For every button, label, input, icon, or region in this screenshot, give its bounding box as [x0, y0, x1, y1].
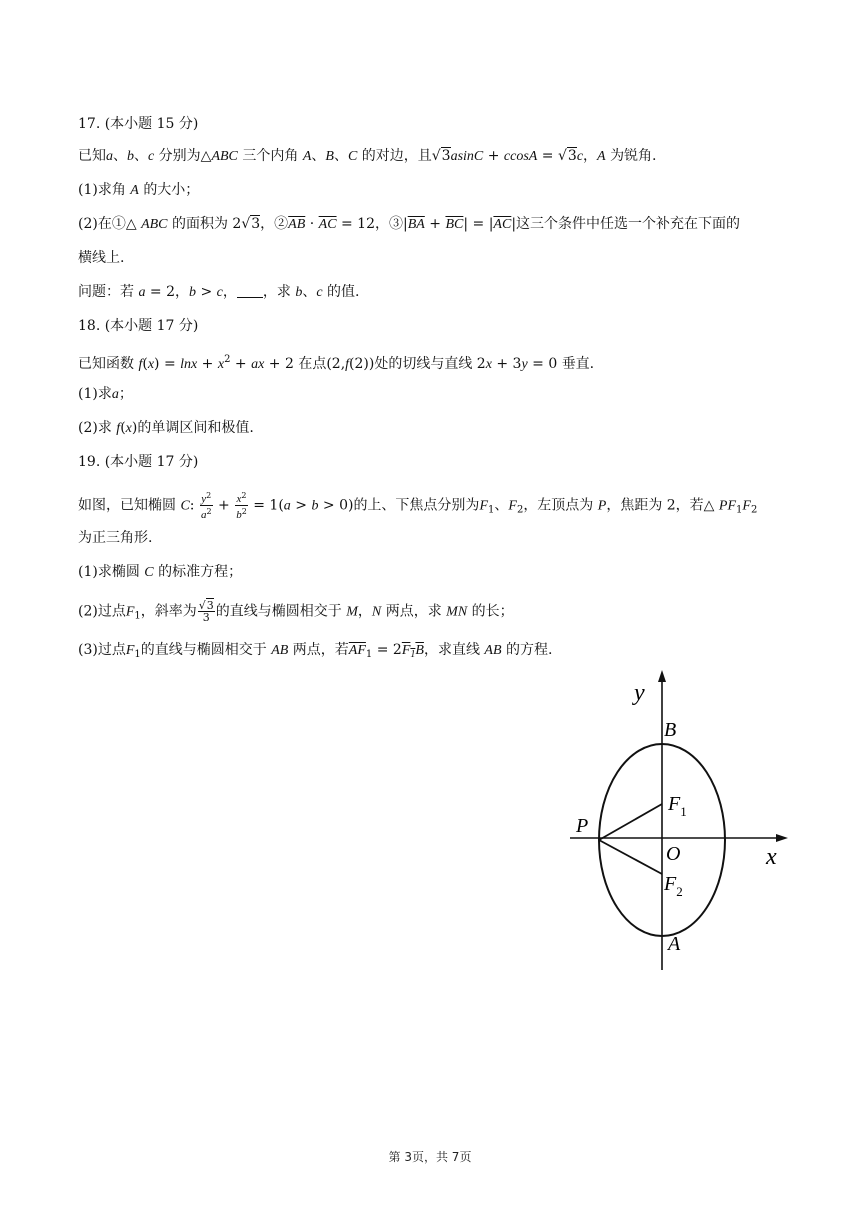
problem-19-part-3: (3)过点$F_1$的直线与椭圆相交于 AB 两点，若$\overline{AF}_1 = 2F_1B$，求直线 AB 的方程.: [78, 642, 553, 660]
answer-blank: [237, 285, 263, 298]
ellipse-figure: [560, 670, 800, 980]
label-o: O: [666, 843, 681, 865]
problem-17-part-2: (2)在①△ ABC 的面积为 2√3，$②\overline{AB} \cdot \overline{AC} = 12$，$③|\overline{BA} + \overline{BC}| = |\overline{AC}|$这三个条件中任选一个补充在下面的: [78, 216, 741, 232]
segment-pf2: [599, 840, 662, 874]
label-y: y: [634, 680, 645, 706]
problem-18-part-1: (1)求a；: [78, 386, 133, 402]
label-f2: $F_2$: [664, 873, 683, 899]
segment-pf1: [599, 804, 662, 840]
problem-18-part-2: (2)求 f(x)的单调区间和极值.: [78, 420, 254, 436]
x-axis-arrow: [776, 834, 788, 842]
label-x: x: [766, 844, 777, 870]
label-f1: $F_1$: [668, 793, 687, 819]
problem-18-statement: 已知函数 $f(x) = \ln x + x^2$ + ax + 2 在点(2,f(2))处的切线与直线 2x + 3y = 0 垂直.: [78, 354, 595, 372]
label-p: P: [576, 815, 589, 837]
page-footer: 第 3页，共 7页: [388, 1150, 472, 1164]
problem-19-statement-cont: 为正三角形.: [78, 530, 153, 546]
problem-19-part-2: (2)过点$F_1$，斜率为 $\frac{√3}{3}$ 的直线与椭圆相交于 M，N 两点，求 MN 的长；: [78, 599, 514, 624]
problem-17-part-1: (1)求角 A 的大小；: [78, 182, 200, 198]
y-axis-arrow: [658, 670, 666, 682]
problem-18-header: 18. (本小题 17 分): [78, 318, 199, 334]
problem-19-statement: 如图，已知椭圆 C: $\frac{y^2}{a^2}$ + $\frac{x^2}{b^2}$ = 1(a > b > 0)的上、下焦点分别为$F_1$、$F_2$，左顶点为 P，焦距为 2，若△ $PF_1F_2$: [78, 491, 758, 521]
problem-17-part-2-cont: 横线上.: [78, 250, 125, 266]
label-a: A: [668, 933, 681, 955]
label-b: B: [664, 719, 677, 741]
problem-17-header: 17. (本小题 15 分): [78, 116, 199, 132]
problem-17-question: 问题：若 a = 2，b > c， ，求 b、c 的值.: [78, 284, 360, 300]
problem-19-part-1: (1)求椭圆 C 的标准方程；: [78, 564, 243, 580]
problem-19-header: 19. (本小题 17 分): [78, 454, 199, 470]
problem-17-statement: 已知a、b、c 分别为△ABC 三个内角 A、B、C 的对边，且√3asinC + ccosA = √3c，A 为锐角.: [78, 148, 657, 164]
